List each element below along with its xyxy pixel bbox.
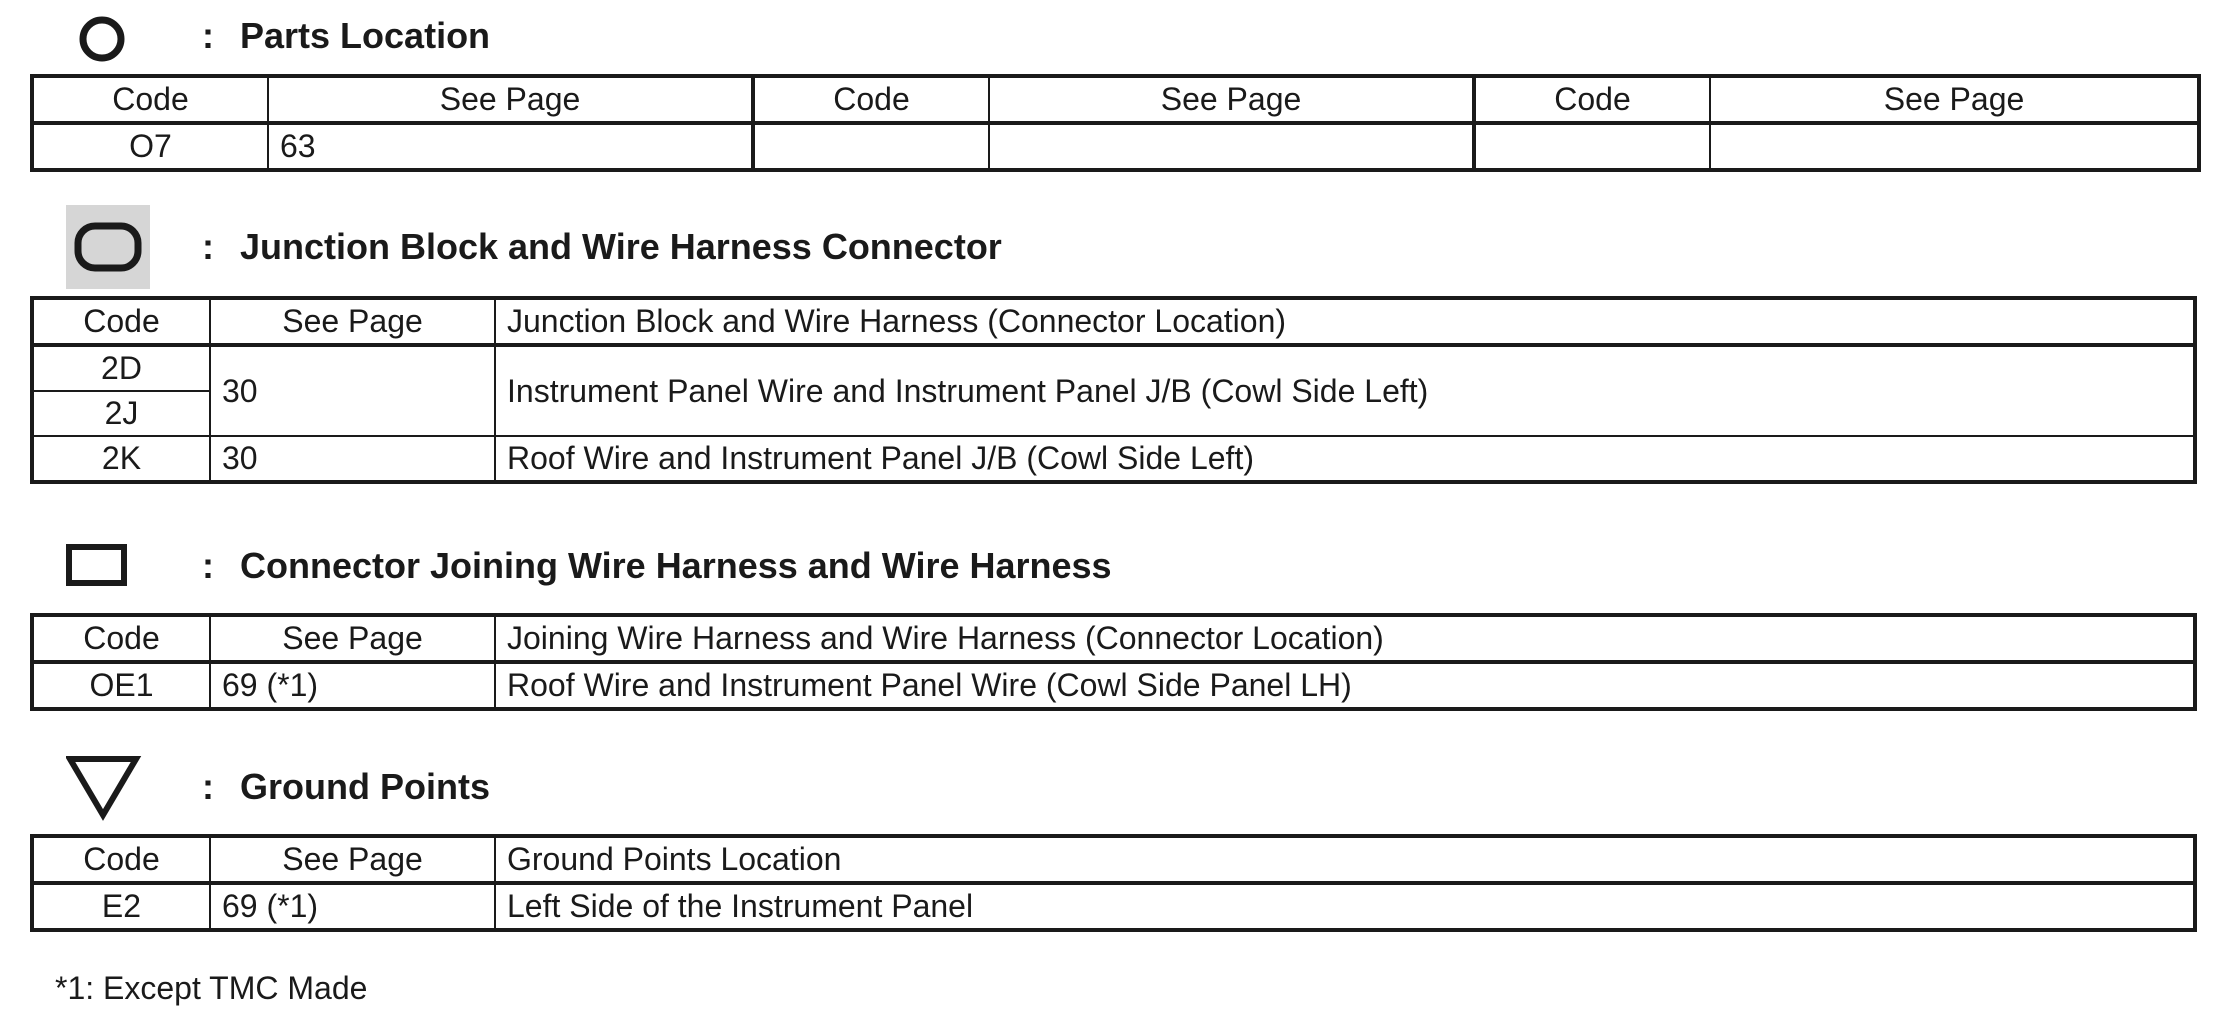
heading-colon: :	[202, 226, 214, 267]
description-cell: Roof Wire and Instrument Panel J/B (Cowl Side Left)	[495, 436, 2195, 482]
column-header-code: Code	[32, 615, 210, 662]
column-header-location: Junction Block and Wire Harness (Connector Location)	[495, 298, 2195, 345]
joining-connector-heading	[66, 521, 1112, 611]
table-header-row	[32, 76, 2199, 123]
column-header-see-page: See Page	[268, 76, 753, 123]
ground-points-table	[30, 834, 2197, 932]
column-header-code: Code	[1474, 76, 1710, 123]
table-header-row	[32, 615, 2195, 662]
code-cell: 2J	[32, 391, 210, 436]
column-header-code: Code	[32, 298, 210, 345]
see-page-cell	[989, 123, 1474, 170]
footnote: *1: Except TMC Made	[55, 970, 368, 1006]
table-row	[32, 436, 2195, 482]
section-title: Ground Points	[240, 766, 490, 807]
code-cell: E2	[32, 883, 210, 930]
column-header-see-page: See Page	[210, 615, 495, 662]
parts-location-heading	[66, 0, 490, 81]
junction-block-table	[30, 296, 2197, 484]
heading-colon: :	[202, 15, 214, 56]
column-header-see-page: See Page	[1710, 76, 2199, 123]
see-page-cell: 30	[210, 345, 495, 436]
description-cell: Instrument Panel Wire and Instrument Panel J/B (Cowl Side Left)	[495, 345, 2195, 436]
parts-location-table	[30, 74, 2201, 172]
table-row	[32, 345, 2195, 391]
code-cell: 2D	[32, 345, 210, 391]
column-header-see-page: See Page	[210, 836, 495, 883]
table-header-row	[32, 836, 2195, 883]
column-header-see-page: See Page	[989, 76, 1474, 123]
code-cell	[1474, 123, 1710, 170]
column-header-code: Code	[32, 76, 268, 123]
joining-connector-table	[30, 613, 2197, 711]
description-cell: Roof Wire and Instrument Panel Wire (Cowl Side Panel LH)	[495, 662, 2195, 709]
description-cell: Left Side of the Instrument Panel	[495, 883, 2195, 930]
section-title: Connector Joining Wire Harness and Wire Harness	[240, 545, 1112, 586]
code-cell: 2K	[32, 436, 210, 482]
section-title: Junction Block and Wire Harness Connector	[240, 226, 1002, 267]
rectangle-outline-icon	[66, 524, 150, 608]
section-title: Parts Location	[240, 15, 491, 56]
column-header-code: Code	[753, 76, 989, 123]
see-page-cell: 69 (*1)	[210, 883, 495, 930]
code-cell: O7	[32, 123, 268, 170]
column-header-location: Joining Wire Harness and Wire Harness (Connector Location)	[495, 615, 2195, 662]
code-cell	[753, 123, 989, 170]
see-page-cell: 63	[268, 123, 753, 170]
table-row	[32, 662, 2195, 709]
code-cell: OE1	[32, 662, 210, 709]
column-header-code: Code	[32, 836, 210, 883]
table-row	[32, 123, 2199, 170]
circle-outline-icon	[66, 0, 150, 78]
junction-block-heading	[66, 202, 1002, 292]
column-header-see-page: See Page	[210, 298, 495, 345]
column-header-location: Ground Points Location	[495, 836, 2195, 883]
inverted-triangle-icon	[66, 745, 150, 829]
table-header-row	[32, 298, 2195, 345]
see-page-cell	[1710, 123, 2199, 170]
see-page-cell: 30	[210, 436, 495, 482]
table-row	[32, 883, 2195, 930]
ground-points-heading	[66, 742, 490, 832]
heading-colon: :	[202, 766, 214, 807]
see-page-cell: 69 (*1)	[210, 662, 495, 709]
heading-colon: :	[202, 545, 214, 586]
rounded-rect-on-gray-icon	[66, 205, 150, 289]
